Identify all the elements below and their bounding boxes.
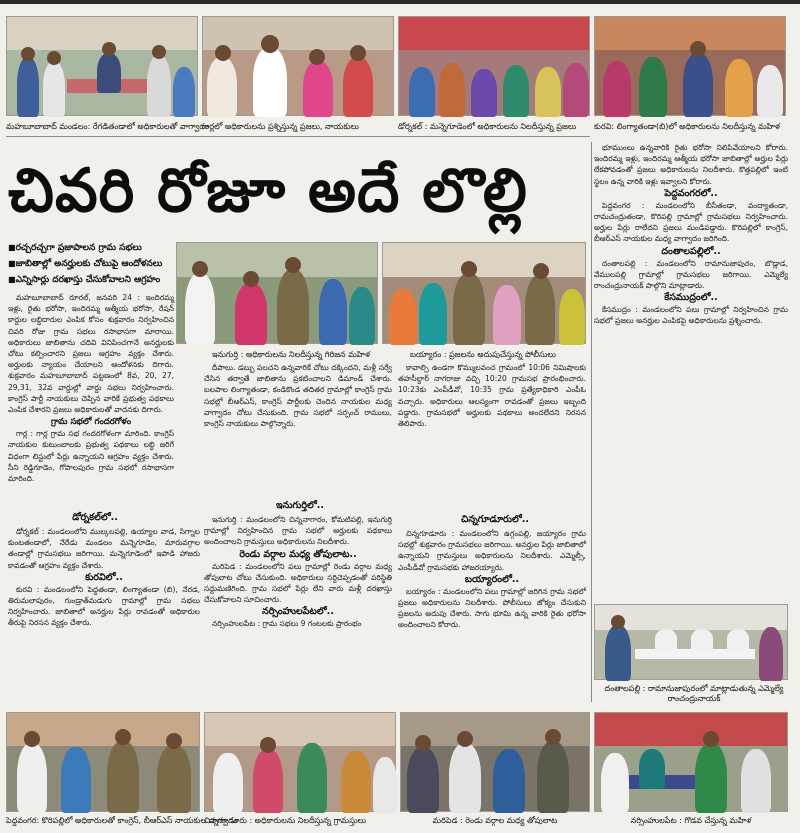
subhead-bayyaram: బయ్యారంలో..	[464, 573, 520, 585]
photo-garla	[202, 16, 394, 116]
photo-bayyaram	[382, 242, 586, 344]
para-intro: మహబూబాబాద్ రూరల్, జనవరి 24 : ఇందిరమ్మ ఇళ్లు, రైతు భరోసా, ఇందిరమ్మ ఆత్మీయ భరోసా, రేషన్ కార్డుల లబ్ధిదారుల ఎంపిక కోసం శుక్రవారం నిర్వహించిన చివరి రోజు గ్రామ సభలు రసాభాసగా మారాయి. అధికారులు జాబితాను చదివి వినిపించగానే అనర్హులకు చోటు కల్పించారని ప్రజలు ఆగ్రహం వ్యక్తం చేశారు. అర్హులకు న్యాయం చేయాలని ఆందోళనకు దిగారు. శుక్రవారం మహబూబాబాద్ పట్టణంలో 8వ, 20, 27, 29,31, 32వ వార్డుల్లో వార్డు సభలు నిర్వహించారు. కాంగ్రెస్ పార్టీ నాయకులు చెప్పిన వారికే ప్రభుత్వ పథకాలు ఎంపిక చేశారని ప్రజలు అధికారులతో వాదనకు దిగారు.	[8, 293, 174, 415]
subhead-kesamudram: కేసముద్రంలో..	[664, 292, 718, 304]
subhead-kuravi: కురవిలో..	[85, 571, 123, 583]
caption-top-4: కురవి: లింగ్యాతండా(బి)లో అధికారులను నిలదీస్తున్న మహిళ	[594, 122, 781, 131]
para-maripeda: మరిపెడ : మండలంలోని పలు గ్రామాల్లో రెండు వర్గాల మధ్య తోపులాట చోటు చేసుకుంది. అధికారులు సర్దిచెప్పడంతో పరిస్థితి సద్దుమణిగింది. గ్రామ సభలో పేర్లు లేని వారు మళ్లీ దరఖాస్తు చేసుకోవాలని సూచించారు.	[204, 561, 392, 605]
para-c3: కావాల్సి ఉండగా కొమ్ములవంచ గ్రామంలో 10:06 నిమిషాలకు తహసీల్దార్ నాగరాజు వచ్చి 10:20 గ్రామసభ ప్రారంభించారు. 10:23కు ఎంపీడీవో, 10:35 గ్రామ ప్రత్యేకాధికారి ఎంపీఓ వచ్చారు. అధికారులు ఆలస్యంగా రావడంతో ప్రజలు ఇబ్బంది పడ్డారు. గ్రామసభలో అర్హులకు పథకాలు అందలేదని నిరసన తెలిపారు.	[398, 363, 586, 429]
top-row-divider	[6, 136, 590, 137]
bullet-2: ■ జాబితాల్లో అనర్హులకు చోటుపై ఆందోళనలు	[8, 256, 178, 272]
caption-top-1: మహబూబాబాద్ మండలం: రేగడితండాలో అధికారులతో వాగ్వాదం	[6, 122, 210, 131]
caption-bottom-4: నర్సింహులపేట : గొడవ చేస్తున్న మహిళ	[630, 816, 752, 825]
para-kesamudram: కేసముద్రం : మండలంలోని పలు గ్రామాల్లో నిర్వహించిన గ్రామ సభలో ప్రజలు అనర్హుల ఎంపికపై అధికారులను ప్రశ్నించారు.	[594, 305, 788, 326]
para-c4-intro: భూముంలు ఉన్నవారికి రైతు భరోసా నిలిపివేయాలని కోరారు. ఇందిరమ్మ ఇళ్లు, ఇందిరమ్మ ఆత్మీయ భరోసా జాబితాల్లో అర్హుల పేర్లు లేకపోవడంతో ప్రజలు అధికారులను నిలదీశారు. కొత్తపల్లిలో ఇంటి స్థలం ఉన్న వారికి ఇళ్లు ఇవ్వాలని కోరారు.	[594, 143, 788, 186]
caption-bottom-3: మరిపెడ : రెండు వర్గాల మధ్య తోపులాట	[432, 816, 558, 825]
photo-chinnagudur	[204, 712, 396, 812]
para-garla: గార్ల : గార్ల గ్రామ సభ గందరగోళంగా మారింది. కాంగ్రెస్ నాయకుల కుటుంబాలకు ప్రభుత్వ పథకాలు లబ్ధి జరిగే విధంగా లిస్టులో పేర్లు ఉన్నాయని ఆగ్రహం వ్యక్తం చేశారు. సీని రెడ్డిగూడెం, గోపాలపురం గ్రామ సభలో రసాభాసగా మారింది.	[8, 429, 174, 484]
photo-maripeda	[400, 712, 590, 812]
highlight-bullets	[8, 240, 178, 288]
subhead-chinnagudur: చిన్నగూడూరులో..	[461, 514, 529, 525]
para-kuravi: కురవి : మండలంలోని పెద్దతండా, లింగ్యాతండా (బి), నేరడ, తిరుమలాపురం, గుండ్రాత్‌మడుగు గ్రామాల్లో గ్రామ సభలు నిర్వహించారు. జాబితాలో అనర్హుల పేర్లు రావడంతో అధికారుల తీరుపై నిరసన వ్యక్తం చేశారు.	[8, 584, 200, 628]
subhead-dornakal: డోర్నకల్‌లో..	[72, 512, 118, 523]
para-danthalapally: దంతాలపల్లి : మండలంలోని రామానుజాపురం, బొడ్లాడ, వేములపల్లి గ్రామాల్లో గ్రామసభలు జరిగాయి. ఎమ్మెల్యే రాంచంద్రునాయక్ పాల్గొని మాట్లాడారు.	[594, 258, 788, 291]
caption-top-3: డోర్నకల్ : మన్నెగూడెంలో అధికారులను నిలదీస్తున్న ప్రజలు	[398, 122, 577, 131]
caption-bottom-1: పెద్దవంగర: కొరిపల్లిలో అధికారులతో కాంగ్రెస్, బీఆర్ఎస్ నాయకుల వాగ్వాదం	[6, 816, 238, 825]
top-dark-strip	[0, 0, 800, 4]
para-bayyaram: బయ్యారం : మండలంలోని పలు గ్రామాల్లో జరిగిన గ్రామ సభలో ప్రజలు అధికారులను నిలదీశారు. పోలీసులు జోక్యం చేసుకుని ప్రజలను అదుపు చేశారు. సాగు భూమి ఉన్న వారికి రైతు భరోసా అందించాలని కోరారు.	[398, 586, 586, 630]
caption-mid-2: బయ్యారం : ప్రజలను అదుపుచేస్తున్న పోలీసులు	[410, 350, 556, 359]
caption-mid-1: ఇనుగుర్తి : అధికారులను నిలదీస్తున్న గిరిజన మహిళ	[212, 350, 371, 359]
subhead-narsimhulapet: నర్సింహులపేటలో..	[262, 606, 334, 618]
subhead-maripeda: రెండు వర్గాల మధ్య తోపులాట..	[239, 548, 357, 560]
bullet-3: ■ ఎన్నిసార్లు దరఖాస్తు చేసుకోవాలని ఆగ్రహం	[8, 272, 178, 288]
subhead-inugurthi: ఇనుగుర్తిలో..	[276, 500, 324, 511]
caption-right-mid: దంతాలపల్లి : రామానుజాపురంలో మాట్లాడుతున్న ఎమ్మెల్యే రాంచంద్రునాయక్	[604, 684, 784, 703]
article-column-1b	[8, 526, 200, 706]
photo-inugurthi	[176, 242, 378, 344]
para-peddavangara: పెద్దవంగర : మండలంలోని బీసీతండా, వంద్యాతండా, రామచంద్రుతండా, కొరిపల్లి గ్రామాల్లో గ్రామసభలు నిర్వహించారు. అర్హుల పేర్లు రాలేదని ప్రజలు మండిపడ్డారు. కొరిపల్లిలో కాంగ్రెస్, బీఆర్ఎస్ నాయకుల మధ్య వాగ్వాదం జరిగింది.	[594, 200, 788, 244]
para-dornakal: డోర్నకల్ : మండలంలోని ముల్కలపల్లి, ఉయ్యాల వాడ, సిగ్నాల కుంటతండాలో, నేరేడు మండలం మన్నెగూడెం, మారువగ్గాల తండాల్లో గ్రామసభలు జరిగాయి. మన్నెగూడెంలో ఇపాడి హాజరు కావడంతో ఆగ్రహం వ్యక్తం చేశారు.	[8, 527, 200, 570]
photo-narsimhulapet	[594, 712, 788, 812]
photo-lingyatanda	[594, 16, 786, 116]
bullet-1: ■ రచ్చరచ్చగా ప్రజాపాలన గ్రామ సభలు	[8, 240, 178, 256]
subhead-danthalapally: దంతాలపల్లిలో..	[661, 245, 721, 257]
para-chinnagudur: చిన్నగూడూరు : మండలంలోని ఉగ్గంపల్లి, జయ్యారం గ్రామ సభల్లో శుక్రవారం గ్రామసభలు జరిగాయి. అనర్హుల పేర్లు జాబితాలో ఉన్నాయని గ్రామస్తులు అధికారులను నిలదీశారు. ఎమ్మెల్సీ, ఎంపీడీవో గ్రామసభకు హాజరయ్యారు.	[398, 529, 586, 572]
article-column-4	[594, 142, 788, 600]
photo-koripalli	[6, 712, 200, 812]
article-column-2b	[204, 514, 392, 704]
subhead-peddavangara: పెద్దవంగరలో..	[664, 187, 718, 199]
right-column-rule	[591, 142, 592, 702]
headline: చివరి రోజూ అదే లొల్లి	[8, 156, 528, 226]
article-column-3b	[398, 528, 586, 704]
para-narsimhulapet: నర్సింహులపేట : గ్రామ సభలు 9 గంటలకు ప్రారంభం	[212, 619, 362, 629]
photo-regaditanda	[6, 16, 198, 116]
para-inugurthi: ఇనుగుర్తి : మండలంలోని చిన్ననాగారం, కోమటిపల్లి, ఇనుగుర్తి గ్రామాల్లో నిర్వహించిన గ్రామ సభలో అర్హులకు పథకాలు అందించాలని గ్రామస్తులు అధికారులను నిలదీశారు.	[204, 515, 392, 547]
article-column-2	[204, 362, 392, 490]
subhead-garla: గ్రామ సభలో గందరగోళం	[50, 417, 132, 428]
article-column-1	[8, 292, 174, 510]
photo-mannegudem	[398, 16, 590, 116]
para-c2: దీపాలు. డబ్బు పలచని ఉన్నవారికే చోటు దక్కిందని, మళ్లీ సర్వే చేసిన తర్వాతే జాబితాను ప్రకటించాలని డిమాండ్ చేశారు. బలపాల లింగ్యాతండా, కండికొండ తదితర గ్రామాల్లో కాంగ్రెస్ గ్రామ సభల్లో బీఆర్ఎస్, కాంగ్రెస్ పార్టీలకు చెందిన నాయకుల మధ్య వాగ్వాదం చోటు చేసుకుంది. గ్రామ సభలో సర్పంచ్ రాములు, కాంగ్రెస్ నాయకులు పాల్గొన్నారు.	[204, 363, 392, 429]
caption-top-2: గార్లలో అధికారులను ప్రశ్నిస్తున్న ప్రజలు, నాయకులు	[202, 122, 359, 131]
photo-ramanujapuram	[594, 604, 788, 680]
caption-bottom-2: చిన్నగూడూరు : అధికారులను నిలదీస్తున్న గ్రామస్తులు	[204, 816, 367, 825]
article-column-3	[398, 362, 586, 512]
